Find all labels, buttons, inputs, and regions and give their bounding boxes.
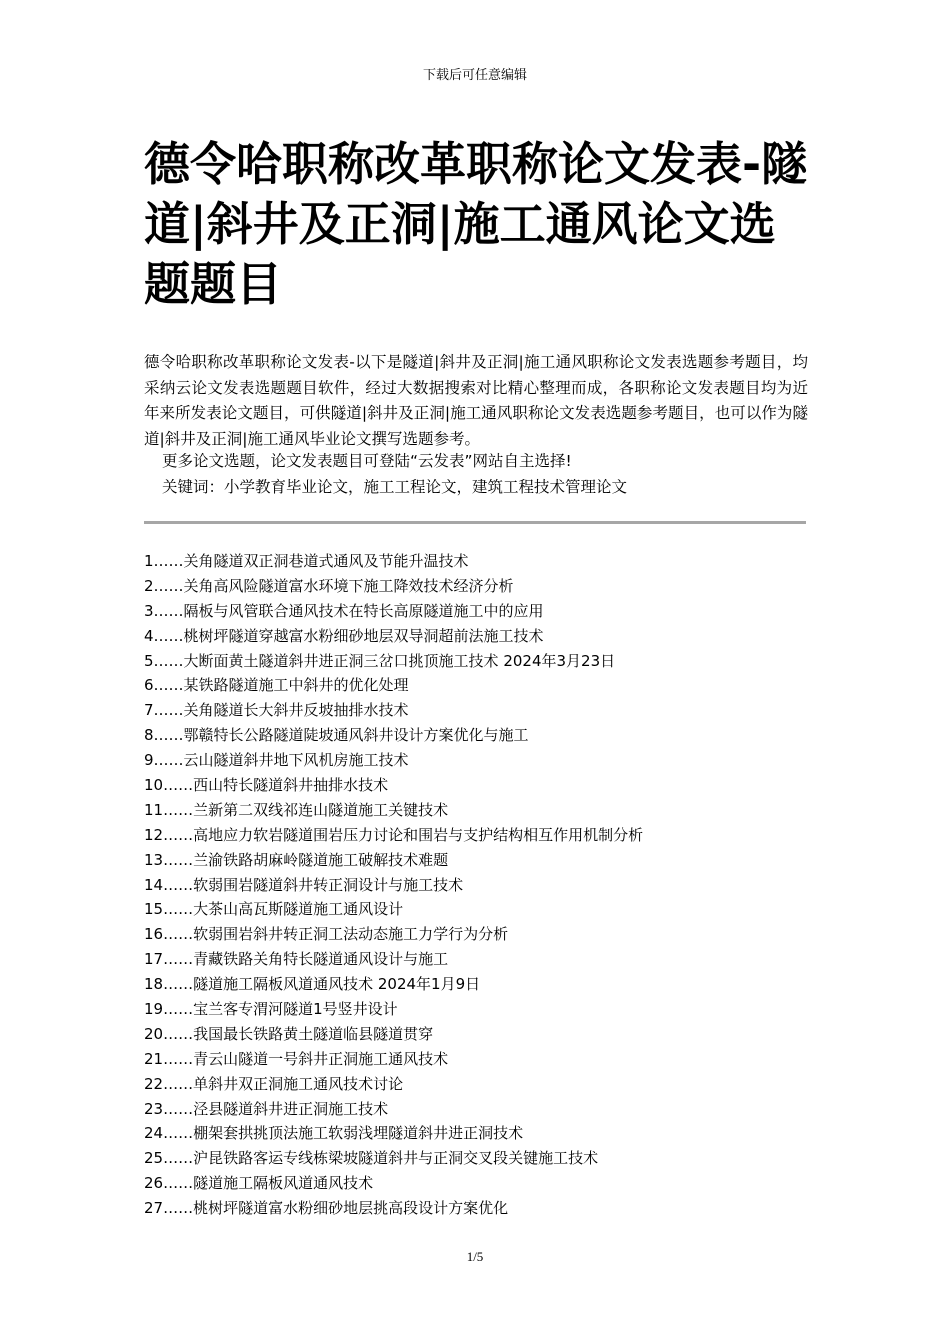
list-item: 17……青藏铁路关角特长隧道通风设计与施工 (144, 950, 449, 969)
list-item: 7……关角隧道长大斜井反坡抽排水技术 (144, 701, 409, 720)
list-item: 19……宝兰客专渭河隧道1号竖井设计 (144, 1000, 398, 1019)
list-item: 13……兰渝铁路胡麻岭隧道施工破解技术难题 (144, 850, 449, 869)
list-item: 11……兰新第二双线祁连山隧道施工关键技术 (144, 800, 449, 819)
list-item: 27……桃树坪隧道富水粉细砂地层挑高段设计方案优化 (144, 1199, 509, 1218)
list-item: 16……软弱围岩斜井转正洞工法动态施工力学行为分析 (144, 925, 509, 944)
list-item: 21……青云山隧道一号斜井正洞施工通风技术 (144, 1049, 449, 1068)
list-item: 23……泾县隧道斜井进正洞施工技术 (144, 1099, 389, 1118)
list-item: 6……某铁路隧道施工中斜井的优化处理 (144, 676, 409, 695)
list-item: 1……关角隧道双正洞巷道式通风及节能升温技术 (144, 552, 469, 570)
list-item: 15……大茶山高瓦斯隧道施工通风设计 (144, 900, 404, 919)
divider (144, 521, 806, 524)
list-item: 3……隔板与风管联合通风技术在特长高原隧道施工中的应用 (144, 601, 544, 620)
list-item: 25……沪昆铁路客运专线栋梁坡隧道斜井与正洞交叉段关键施工技术 (144, 1149, 599, 1168)
intro-paragraph: 德令哈职称改革职称论文发表-以下是隧道|斜井及正洞|施工通风职称论文发表选题参考题目，均采纳云论文发表选题题目软件，经过大数据搜索对比精心整理而成，各职称论文发表题目均为近年来所发表论文题目，可供隧道|斜井及正洞|施工通风职称论文发表选题参考题目，也可以作为隧道|斜井及正洞|施工通风毕业论文撰写选题参考。 (144, 353, 808, 448)
list-item: 5……大断面黄土隧道斜井进正洞三岔口挑顶施工技术 2024年3月23日 (144, 651, 616, 670)
header-note: 下载后可任意编辑 (422, 68, 527, 83)
list-item: 20……我国最长铁路黄土隧道临县隧道贯穿 (144, 1024, 434, 1043)
page-title: 德令哈职称改革职称论文发表-隧道|斜井及正洞|施工通风论文选题题目 (144, 137, 808, 311)
list-item: 2……关角高风险隧道富水环境下施工降效技术经济分析 (144, 576, 514, 595)
topic-list (144, 549, 808, 1221)
list-item: 12……高地应力软岩隧道围岩压力讨论和围岩与支护结构相互作用机制分析 (144, 825, 644, 844)
list-item: 14……软弱围岩隧道斜井转正洞设计与施工技术 (144, 875, 464, 894)
list-item: 26……隧道施工隔板风道通风技术 (144, 1174, 374, 1193)
list-item: 9……云山隧道斜井地下风机房施工技术 (144, 751, 409, 770)
keywords-line: 关键词：小学教育毕业论文，施工工程论文，建筑工程技术管理论文 (162, 478, 628, 496)
list-item: 4……桃树坪隧道穿越富水粉细砂地层双导洞超前法施工技术 (144, 626, 544, 645)
list-item: 8……鄂赣特长公路隧道陡坡通风斜井设计方案优化与施工 (144, 726, 529, 745)
list-item: 18……隧道施工隔板风道通风技术 2024年1月9日 (144, 975, 481, 994)
page-number: 1/5 (466, 1249, 484, 1264)
more-topics-note: 更多论文选题，论文发表题目可登陆“云发表”网站自主选择! (162, 452, 572, 470)
list-item: 22……单斜井双正洞施工通风技术讨论 (144, 1074, 404, 1093)
list-item: 24……棚架套拱挑顶法施工软弱浅埋隧道斜井进正洞技术 (144, 1124, 524, 1143)
list-item: 10……西山特长隧道斜井抽排水技术 (144, 776, 389, 795)
